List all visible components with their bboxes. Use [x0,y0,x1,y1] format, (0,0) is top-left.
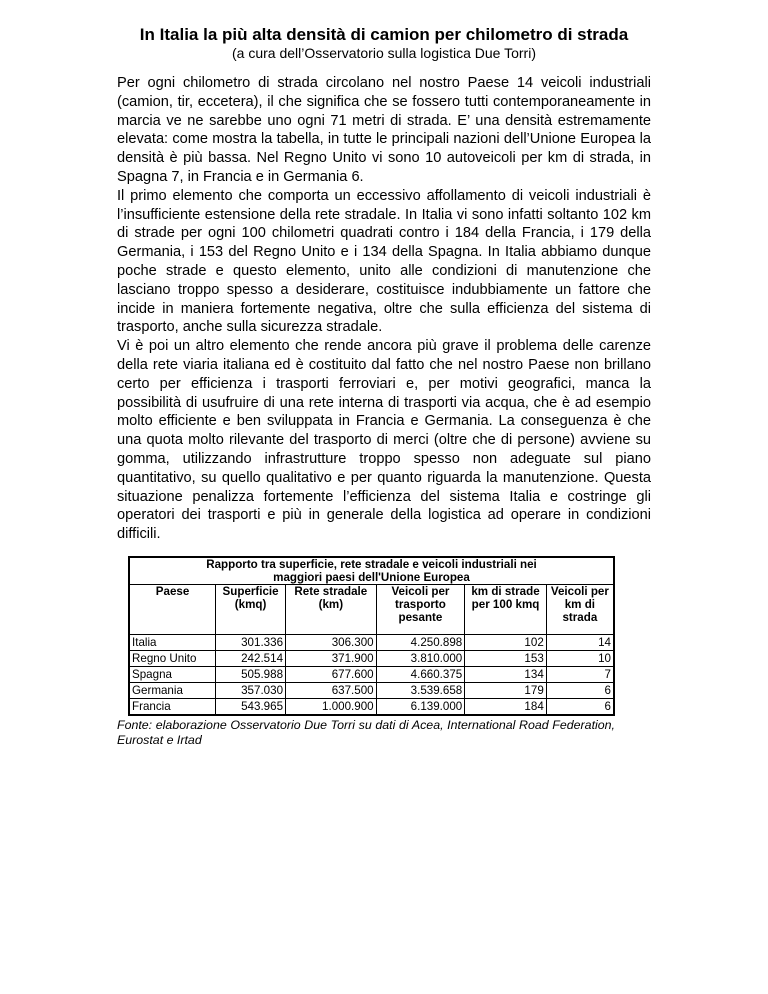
table-caption: Rapporto tra superficie, rete stradale e veicoli industriali nei maggiori paesi dell'Unione Europea [129,557,614,585]
value-cell: 179 [465,682,547,698]
value-cell: 184 [465,698,547,715]
table-row [129,634,614,650]
country-cell: Germania [129,682,216,698]
value-cell: 637.500 [286,682,377,698]
column-header: Rete stradale (km) [286,584,377,634]
value-cell: 102 [465,634,547,650]
column-header: Veicoli per trasporto pesante [376,584,465,634]
country-cell: Francia [129,698,216,715]
column-header: Superficie (kmq) [216,584,286,634]
value-cell: 306.300 [286,634,377,650]
article-body [117,74,651,544]
value-cell: 357.030 [216,682,286,698]
country-cell: Italia [129,634,216,650]
value-cell: 242.514 [216,650,286,666]
source-note: Fonte: elaborazione Osservatorio Due Torri su dati di Acea, International Road Federation, Eurostat e Irtad [117,717,615,747]
data-table [128,556,615,716]
value-cell: 153 [465,650,547,666]
column-header: km di strade per 100 kmq [465,584,547,634]
value-cell: 3.810.000 [376,650,465,666]
value-cell: 4.660.375 [376,666,465,682]
paragraph: Vi è poi un altro elemento che rende ancora più grave il problema delle carenze della rete viaria italiana ed è costituito dal fatto che nel nostro Paese non brillano certo per efficienza i trasporti ferroviari e, per motivi geografici, manca la possibilità di usufruire di una rete interna di trasporti via acqua, che è ad esempio molto efficiente e ben sviluppata in Francia e Germania. La conseguenza è che una quota molto rilevante del trasporto di merci (oltre che di persone) avviene su gomma, utilizzando infrastrutture troppo spesso non adeguate sul piano quantitativo, su quello qualitativo e per quanto riguarda la manutenzione. Questa situazione penalizza fortemente l’efficienza del sistema Italia e costringe gli operatori dei trasporti e più in generale della logistica ad operare in condizioni difficili. [117,338,651,543]
table-body [129,634,614,715]
column-header: Paese [129,584,216,634]
paragraph: Il primo elemento che comporta un eccessivo affollamento di veicoli industriali è l’insufficiente estensione della rete stradale. In Italia vi sono infatti soltanto 102 km di strade per ogni 100 chilometri quadrati contro i 184 della Francia, i 179 della Germania, i 153 del Regno Unito e i 134 della Spagna. In Italia abbiamo dunque poche strade e questo elemento, unito alle condizioni di manutenzione che lasciano troppo spesso a desiderare, costituisce indubbiamente un fattore che incide in maniera fortemente negativa, oltre che sulla efficienza del sistema di trasporto, anche sulla sicurezza stradale. [117,187,651,336]
value-cell: 6.139.000 [376,698,465,715]
value-cell: 1.000.900 [286,698,377,715]
page-title: In Italia la più alta densità di camion per chilometro di strada [139,25,629,44]
table-row [129,666,614,682]
value-cell: 7 [546,666,614,682]
country-cell: Spagna [129,666,216,682]
value-cell: 301.336 [216,634,286,650]
value-cell: 543.965 [216,698,286,715]
value-cell: 4.250.898 [376,634,465,650]
column-header: Veicoli per km di strada [546,584,614,634]
value-cell: 134 [465,666,547,682]
table-row [129,682,614,698]
value-cell: 371.900 [286,650,377,666]
value-cell: 3.539.658 [376,682,465,698]
subtitle: (a cura dell’Osservatorio sulla logistica Due Torri) [232,45,536,61]
value-cell: 6 [546,682,614,698]
value-cell: 505.988 [216,666,286,682]
table-row [129,698,614,715]
paragraph: Per ogni chilometro di strada circolano nel nostro Paese 14 veicoli industriali (camion, tir, eccetera), il che significa che se fossero tutti contemporaneamente in marcia ve ne sarebbe uno ogni 71 metri di strada. E’ una densità estremamente elevata: come mostra la tabella, in tutte le principali nazioni dell’Unione Europea la densità è più bassa. Nel Regno Unito vi sono 10 autoveicoli per km di strada, in Spagna 7, in Francia e in Germania 6. [117,75,651,185]
value-cell: 10 [546,650,614,666]
value-cell: 6 [546,698,614,715]
table-row [129,650,614,666]
country-cell: Regno Unito [129,650,216,666]
value-cell: 677.600 [286,666,377,682]
value-cell: 14 [546,634,614,650]
